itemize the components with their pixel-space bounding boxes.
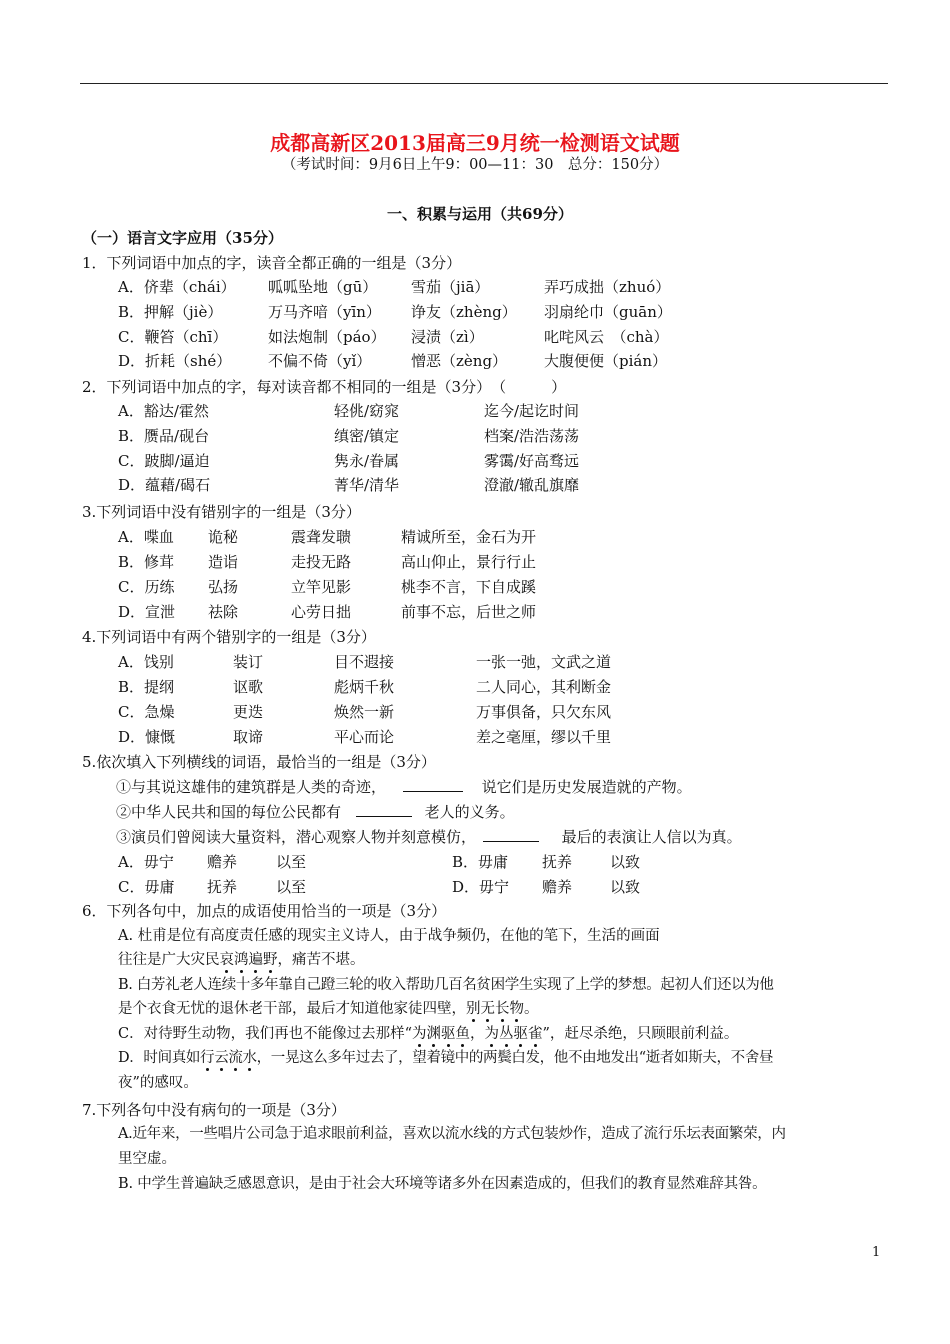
q5-a-2: 赡养 — [207, 853, 238, 871]
q3-b-2: 造诣 — [208, 553, 239, 571]
q4-c-4: 万事俱备，只欠东风 — [476, 703, 612, 721]
q6-b-line2 — [118, 999, 539, 1019]
q4-c-2: 更迭 — [233, 703, 264, 721]
q5-b-2: 抚养 — [542, 853, 573, 871]
q1-d-1: D．折耗（shé） — [118, 352, 232, 370]
q2-d-3: 澄澈/辙乱旗靡 — [484, 476, 580, 494]
q4-d-3: 平心而论 — [334, 728, 395, 746]
q6-b-text-end: 。 — [524, 1001, 539, 1017]
q3-b-4: 高山仰止，景行行止 — [401, 553, 537, 571]
q4-c-1: C．急燥 — [118, 703, 175, 721]
q7-a-line1: A.近年来，一些唱片公司急于追求眼前利益，喜欢以流水线的方式包装炒作，造成了流行乐坛表面繁荣，内 — [118, 1126, 786, 1142]
q7-a-line2: 里空虚。 — [118, 1151, 176, 1167]
dotted-char: 鱼 — [455, 1026, 471, 1042]
dotted-char: 驱 — [513, 1026, 529, 1042]
q4-d-2: 取谛 — [233, 728, 264, 746]
q1-b-4: 羽扇纶巾（guān） — [544, 303, 672, 321]
q5-b-1: B．毋庸 — [452, 853, 509, 871]
q2-d-1: D．蕴藉/碣石 — [118, 476, 211, 494]
q6-c-dotted-idiom — [412, 1026, 543, 1042]
q2-d-2: 菁华/清华 — [334, 476, 400, 494]
q5-d-3: 以致 — [610, 878, 641, 896]
q5-d-1: D．毋宁 — [452, 878, 510, 896]
q4-a-4: 一张一弛，文武之道 — [476, 653, 612, 671]
q1-b-3: 诤友（zhèng） — [411, 303, 517, 321]
q1-c-1: C．鞭笞（chī） — [118, 328, 228, 346]
q5-s1-b: 说它们是历史发展造就的产物。 — [481, 778, 692, 796]
dotted-char: 为 — [412, 1026, 427, 1042]
dotted-char: 驱 — [441, 1026, 456, 1042]
q5-blank-2 — [356, 802, 412, 817]
q4-a-2: 装订 — [233, 653, 264, 671]
dotted-char: 遍 — [248, 952, 263, 968]
header-rule — [80, 83, 888, 84]
q1-b-1: B．押解（jiè） — [118, 303, 223, 321]
q6-a-text-end: ，痛苦不堪。 — [277, 952, 365, 968]
q7-stem: 7.下列各句中没有病句的一项是（3分） — [82, 1101, 346, 1119]
dotted-char: 鸿 — [234, 952, 249, 968]
q6-b-line1: B. 白芳礼老人连续十多年靠自己蹬三轮的收入帮助几百名贫困学生实现了上学的梦想。起初人们还以为他 — [118, 977, 774, 993]
q6-c-text: C．对待野生动物，我们再也不能像过去那样“ — [118, 1026, 413, 1042]
q5-sentence-3 — [116, 827, 742, 847]
q3-d-3: 心劳日拙 — [291, 603, 352, 621]
q1-a-1: A．侪辈（chái） — [118, 278, 236, 296]
q3-d-1: D．宣泄 — [118, 603, 176, 621]
q2-c-3: 雾霭/好高骛远 — [484, 452, 580, 470]
q1-c-2: 如法炮制（páo） — [268, 328, 386, 346]
q6-a-line2 — [118, 950, 365, 970]
q3-d-4: 前事不忘，后世之师 — [401, 603, 537, 621]
q2-b-2: 缜密/镇定 — [334, 427, 400, 445]
q1-d-3: 憎恶（zèng） — [411, 352, 508, 370]
section-title: 一、积累与运用（共69分） — [387, 205, 573, 223]
q6-b-dotted-idiom — [466, 1001, 524, 1017]
q5-s3-a: ③演员们曾阅读大量资料，潜心观察人物并刻意模仿， — [116, 828, 477, 846]
q5-s1-a: ①与其说这雄伟的建筑群是人类的奇迹， — [116, 778, 387, 796]
q4-a-3: 目不遐接 — [334, 653, 395, 671]
dotted-char: 行 — [200, 1050, 215, 1066]
q6-b-text: 是个衣食无忧的退休老干部，最后才知道他家徒四壁， — [118, 1001, 466, 1017]
q2-a-1: A．豁达/霍然 — [118, 402, 209, 420]
q6-d-dotted-idiom — [200, 1050, 257, 1066]
q5-blank-1 — [403, 777, 463, 792]
q3-c-1: C．历练 — [118, 578, 175, 596]
q5-s3-b: 最后的表演让人信以为真。 — [561, 828, 742, 846]
q7-b-line: B. 中学生普遍缺乏感恩意识，是由于社会大环境等诸多外在因素造成的，但我们的教育显然难辞其咎。 — [118, 1176, 767, 1192]
q5-sentence-2 — [116, 802, 515, 822]
q3-d-2: 祛除 — [208, 603, 239, 621]
q6-c-text-end: ”，赶尽杀绝，只顾眼前利益。 — [542, 1026, 739, 1042]
q1-d-2: 不偏不倚（yǐ） — [268, 352, 372, 370]
q5-s2-b: 老人的义务。 — [424, 803, 515, 821]
q5-c-3: 以至 — [276, 878, 307, 896]
q2-b-3: 档案/浩浩荡荡 — [484, 427, 580, 445]
exam-title: 成都高新区2013届高三9月统一检测语文试题 — [270, 131, 680, 155]
q3-a-2: 诡秘 — [208, 528, 239, 546]
q6-a-dotted-idiom — [220, 952, 278, 968]
q1-a-2: 呱呱坠地（gū） — [268, 278, 378, 296]
q6-a-text: 往往是广大灾民 — [118, 952, 220, 968]
q2-c-2: 隽永/眷属 — [334, 452, 400, 470]
dotted-char: 水 — [242, 1050, 257, 1066]
q6-d-text-end: ，一晃这么多年过去了，望着镜中的两鬓白发，他不由地发出“逝者如斯夫，不舍昼 — [256, 1050, 774, 1066]
q1-a-3: 雪茄（jiā） — [411, 278, 490, 296]
q3-c-2: 弘扬 — [208, 578, 239, 596]
dotted-char: 哀 — [219, 952, 234, 968]
q4-b-1: B．提纲 — [118, 678, 175, 696]
dotted-char: 雀 — [528, 1026, 543, 1042]
dotted-char: 无 — [480, 1001, 495, 1017]
q6-stem: 6．下列各句中，加点的成语使用恰当的一项是（3分） — [82, 902, 447, 920]
q2-stem: 2．下列词语中加点的字，每对读音都不相同的一组是（3分） （ ） — [82, 378, 567, 396]
dotted-char: 别 — [466, 1001, 481, 1017]
q4-d-4: 差之毫厘，缪以千里 — [476, 728, 612, 746]
q3-a-3: 震聋发聩 — [291, 528, 352, 546]
exam-subtitle: （考试时间：9月6日上午9：00—11：30 总分：150分） — [281, 157, 669, 173]
q4-d-1: D．慷慨 — [118, 728, 176, 746]
q1-c-4: 叱咤风云 （chà） — [544, 328, 669, 346]
q6-d-line2: 夜”的感叹。 — [118, 1075, 198, 1091]
q4-b-4: 二人同心，其利断金 — [476, 678, 612, 696]
q5-s2-a: ②中华人民共和国的每位公民都有 — [116, 803, 342, 821]
q5-stem: 5.依次填入下列横线的词语，最恰当的一组是（3分） — [82, 753, 436, 771]
q1-d-4: 大腹便便（pián） — [544, 352, 668, 370]
q3-a-4: 精诚所至，金石为开 — [401, 528, 537, 546]
dotted-char: 丛 — [499, 1026, 514, 1042]
q5-c-1: C．毋庸 — [118, 878, 175, 896]
dotted-char: ， — [470, 1026, 485, 1042]
q3-c-4: 桃李不言，下自成蹊 — [401, 578, 537, 596]
dotted-char: 物 — [509, 1001, 524, 1017]
q2-a-3: 迄今/起讫时间 — [484, 402, 580, 420]
q4-b-3: 彪炳千秋 — [334, 678, 395, 696]
q2-a-2: 轻佻/窈窕 — [334, 402, 400, 420]
q1-c-3: 浸渍（zì） — [411, 328, 484, 346]
q5-d-2: 赡养 — [542, 878, 573, 896]
q3-stem: 3.下列词语中没有错别字的一组是（3分） — [82, 503, 361, 521]
q5-c-2: 抚养 — [207, 878, 238, 896]
dotted-char: 渊 — [426, 1026, 442, 1042]
q6-d-line1 — [118, 1048, 773, 1068]
subsection-title: （一）语言文字应用（35分） — [82, 229, 283, 247]
q2-b-1: B．赝品/砚台 — [118, 427, 210, 445]
dotted-char: 流 — [228, 1050, 243, 1066]
q2-c-1: C．跛脚/逼迫 — [118, 452, 210, 470]
dotted-char: 野 — [263, 952, 278, 968]
q6-c-line — [118, 1024, 738, 1044]
q4-stem: 4.下列词语中有两个错别字的一组是（3分） — [82, 628, 376, 646]
dotted-char: 长 — [495, 1001, 510, 1017]
q3-c-3: 立竿见影 — [291, 578, 352, 596]
q1-a-4: 弄巧成拙（zhuó） — [544, 278, 671, 296]
q5-b-3: 以致 — [610, 853, 641, 871]
q3-a-1: A．喋血 — [118, 528, 174, 546]
q4-c-3: 焕然一新 — [334, 703, 395, 721]
q5-sentence-1 — [116, 777, 692, 797]
q5-a-3: 以至 — [276, 853, 307, 871]
q6-d-text: D．时间真如 — [118, 1050, 201, 1066]
page-number: 1 — [872, 1245, 881, 1260]
q1-stem: 1．下列词语中加点的字，读音全都正确的一组是（3分） — [82, 254, 462, 272]
q5-blank-3 — [483, 827, 539, 842]
dotted-char: 为 — [484, 1026, 500, 1042]
q5-a-1: A．毋宁 — [118, 853, 174, 871]
dotted-char: 云 — [214, 1050, 229, 1066]
q3-b-1: B．修茸 — [118, 553, 175, 571]
q3-b-3: 走投无路 — [291, 553, 352, 571]
q4-b-2: 讴歌 — [233, 678, 264, 696]
q1-b-2: 万马齐喑（yīn） — [268, 303, 381, 321]
q6-a-line1: A. 杜甫是位有高度责任感的现实主义诗人，由于战争频仍，在他的笔下，生活的画面 — [118, 928, 660, 944]
q4-a-1: A．饯别 — [118, 653, 174, 671]
